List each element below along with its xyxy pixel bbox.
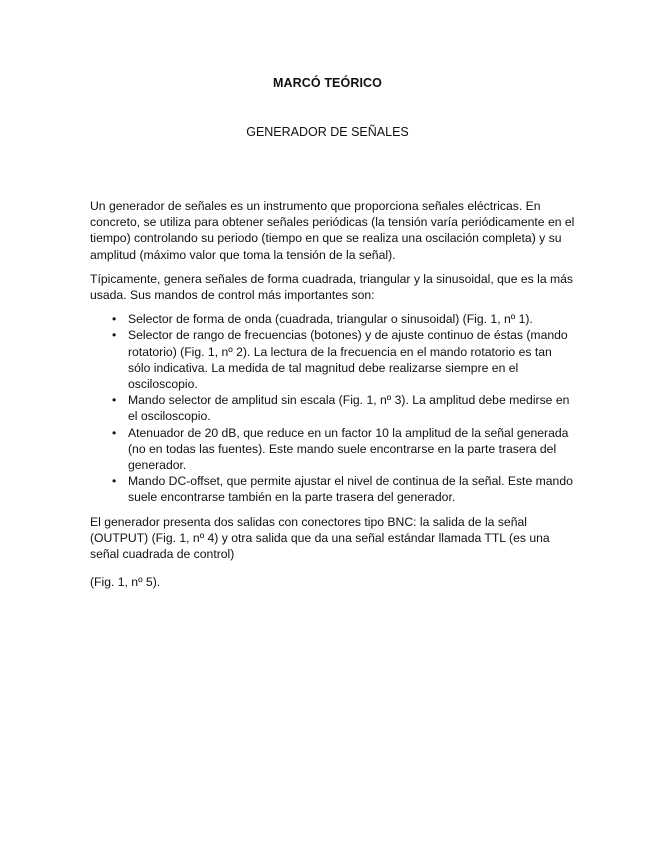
document-title: MARCÓ TEÓRICO <box>273 76 382 90</box>
list-item <box>90 327 575 392</box>
list-item <box>90 311 575 327</box>
controls-intro-paragraph: Típicamente, genera señales de forma cuadrada, triangular y la sinusoidal, que es la más usada. Sus mandos de control más importantes son: <box>90 271 574 303</box>
list-item <box>90 392 575 424</box>
list-item-text: Selector de rango de frecuencias (botones) y de ajuste continuo de éstas (mando rotatorio) (Fig. 1, nº 2). La lectura de la frecuencia en el mando rotatorio es tan sólo indicativa. La medida de tal magnitud debe realizarse siempre en el osciloscopio. <box>128 328 568 392</box>
intro-paragraph: Un generador de señales es un instrumento que proporciona señales eléctricas. En concreto, se utiliza para obtener señales periódicas (la tensión varía periódicamente en el tiempo) controlando su periodo (tiempo en que se realiza una oscilación completa) y su amplitud (máximo valor que toma la tensión de la señal). <box>90 199 575 262</box>
document-body <box>90 198 575 598</box>
figure-reference: (Fig. 1, nº 5). <box>90 575 161 590</box>
outputs-paragraph: El generador presenta dos salidas con conectores tipo BNC: la salida de la señal (OUTPUT) (Fig. 1, nº 4) y otra salida que da una señal estándar llamada TTL (es una señal cuadrada de control) <box>90 514 550 562</box>
bullet-icon: • <box>112 425 117 440</box>
list-item <box>90 473 575 505</box>
controls-list <box>90 311 575 505</box>
list-item <box>90 425 575 474</box>
bullet-icon: • <box>112 474 117 489</box>
list-item-text: Atenuador de 20 dB, que reduce en un factor 10 la amplitud de la señal generada (no en todas las fuentes). Este mando suele encontrarse en la parte trasera del generador. <box>128 425 569 473</box>
list-item-text: Mando DC-offset, que permite ajustar el nivel de continua de la señal. Este mando suele encontrarse también en la parte trasera del generador. <box>128 474 573 505</box>
bullet-icon: • <box>112 393 117 408</box>
document-subtitle: GENERADOR DE SEÑALES <box>246 125 409 139</box>
bullet-icon: • <box>112 328 117 343</box>
list-item-text: Selector de forma de onda (cuadrada, triangular o sinusoidal) (Fig. 1, nº 1). <box>128 312 533 327</box>
bullet-icon: • <box>112 312 117 327</box>
list-item-text: Mando selector de amplitud sin escala (Fig. 1, nº 3). La amplitud debe medirse en el osciloscopio. <box>128 393 570 424</box>
